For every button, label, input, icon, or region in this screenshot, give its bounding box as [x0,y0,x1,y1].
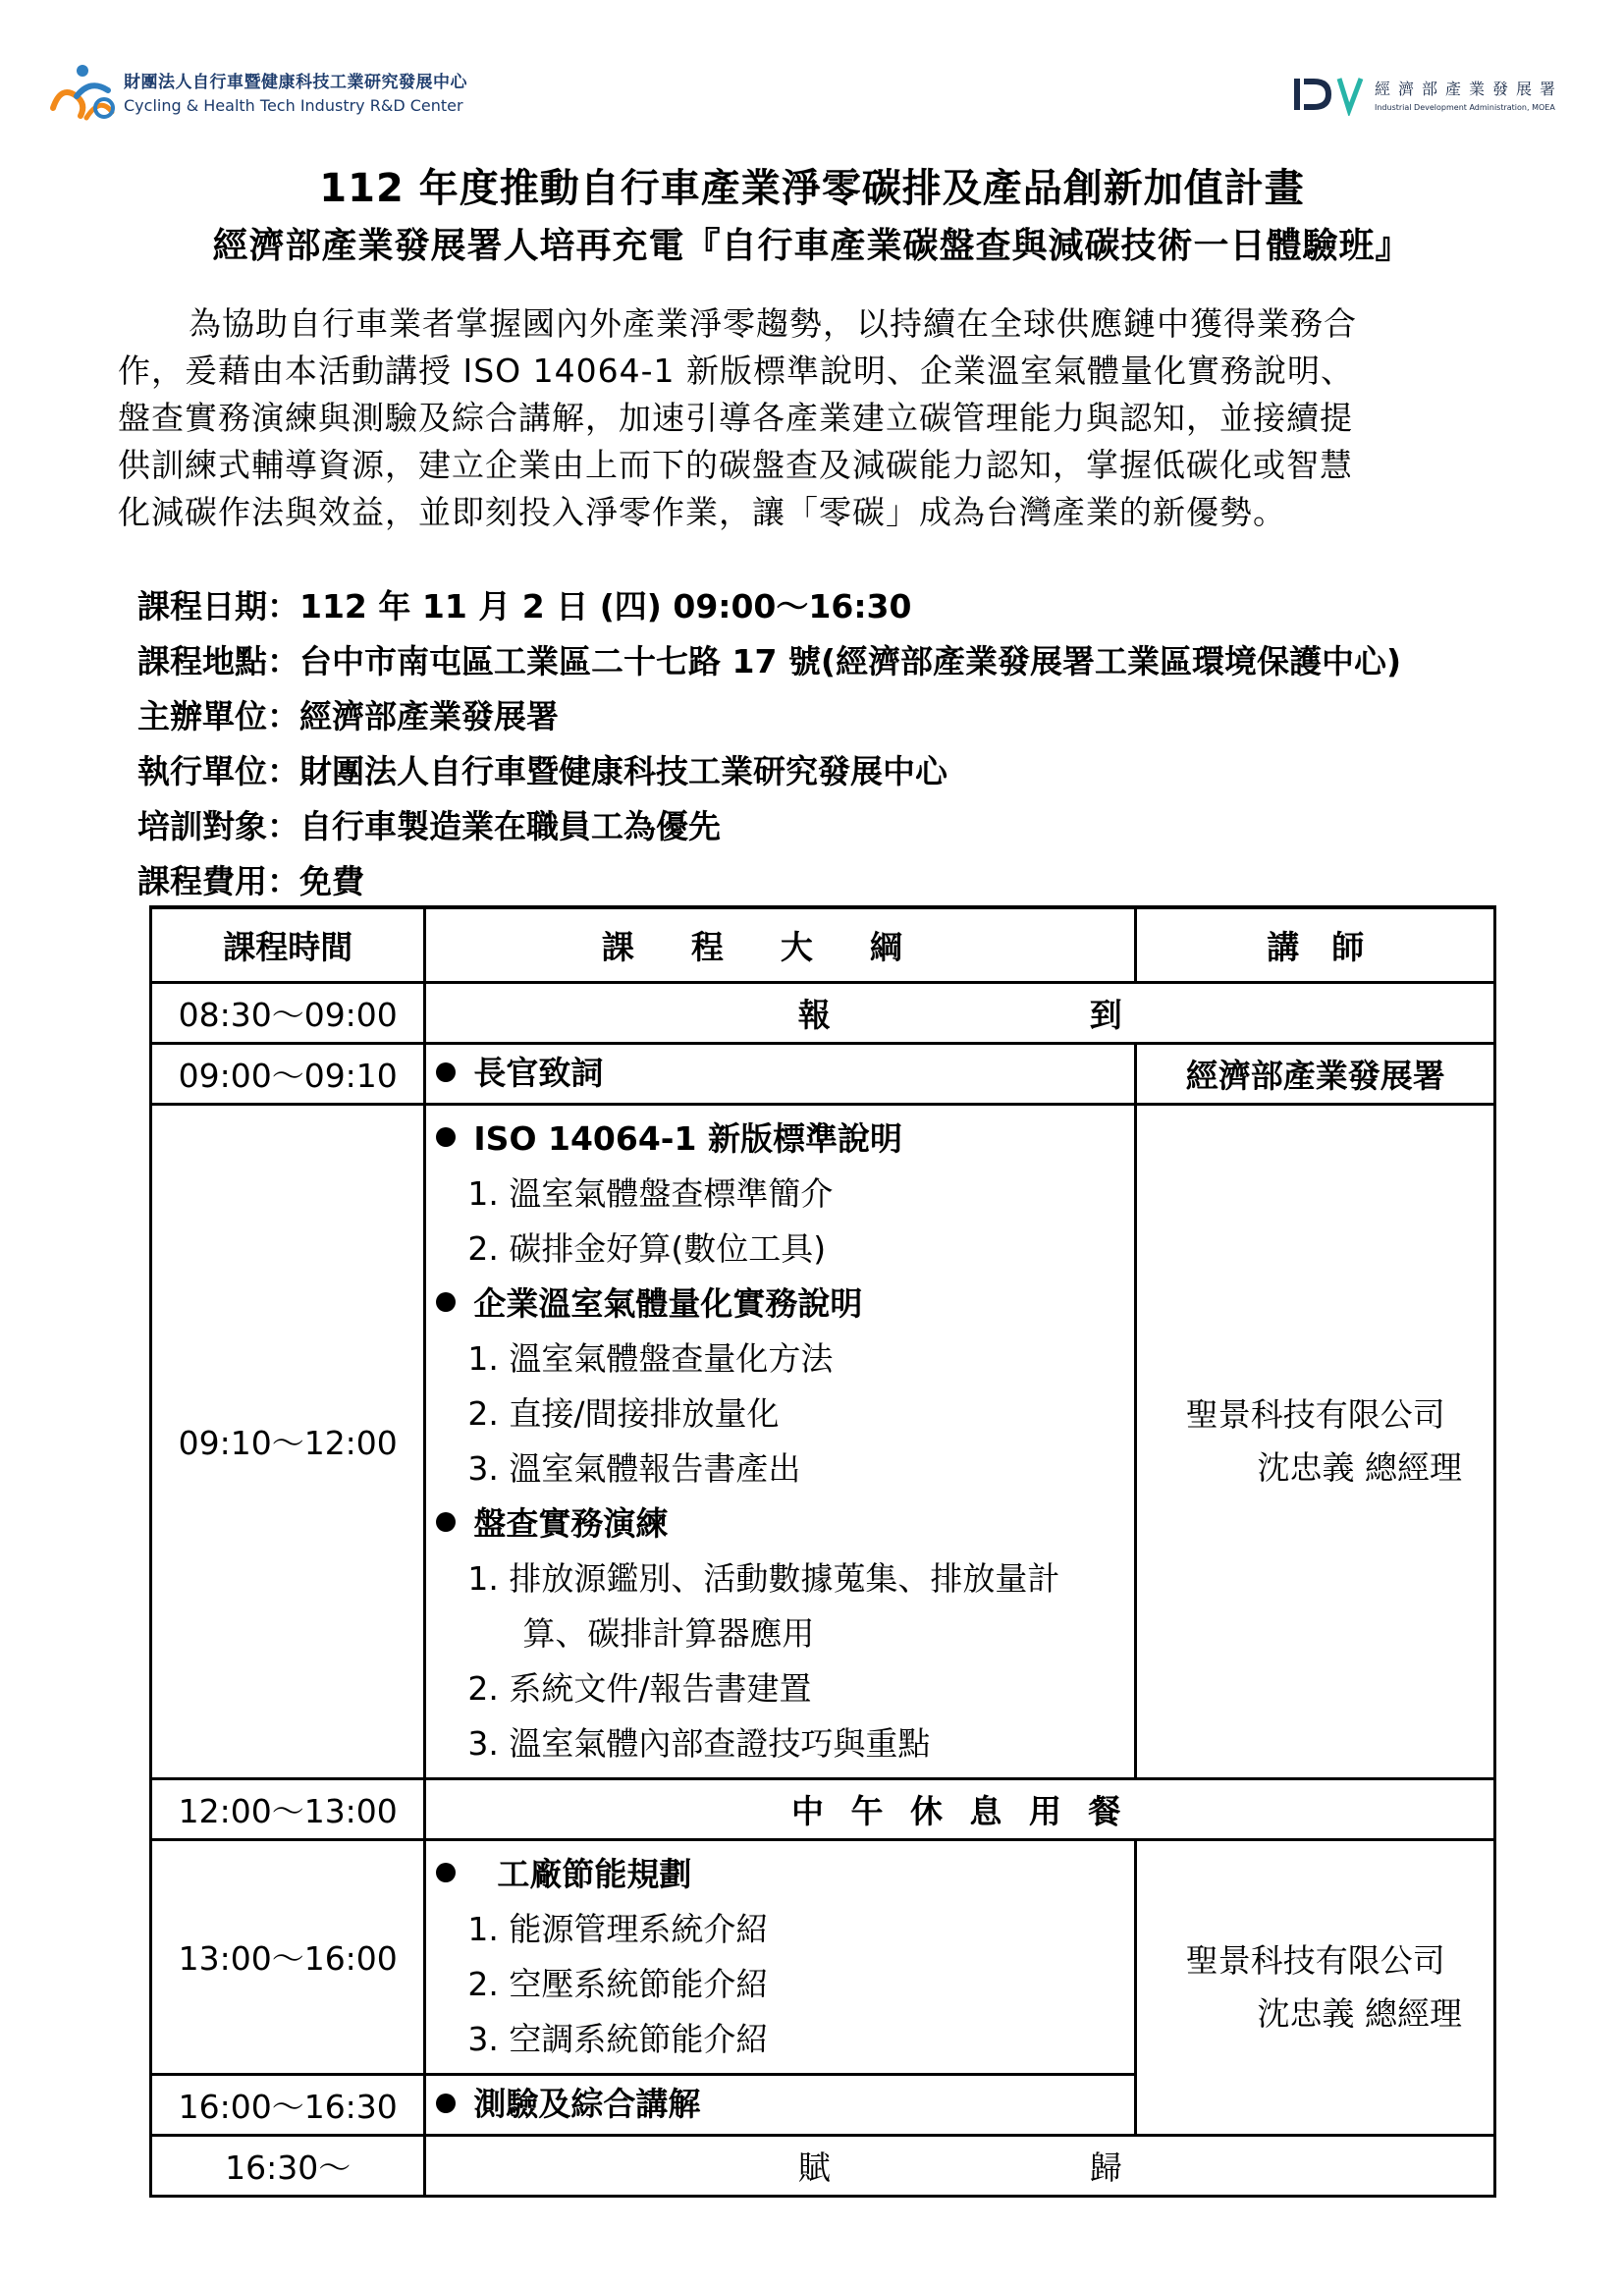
sub-item: 1. 溫室氣體盤查量化方法 [467,1338,834,1378]
row-time: 16:30～ [151,2135,425,2196]
table-header-row [151,907,1495,982]
intro-line: 盤查實務演練與測驗及綜合講解，加速引導各產業建立碳管理能力與認知，並接續提 [118,399,1353,437]
bullet-icon [436,1863,456,1882]
bullet-text: ISO 14064-1 新版標準說明 [473,1118,902,1158]
sub-item: 2. 直接/間接排放量化 [467,1393,780,1433]
intro-line: 作，爰藉由本活動講授 ISO 14064-1 新版標準說明、企業溫室氣體量化實務說明、 [118,352,1355,390]
bullet-item [436,1112,1134,1167]
cycling-center-logo [47,57,467,126]
bullet-icon [436,1062,456,1082]
schedule-table [149,905,1496,2198]
row-content [425,1839,1136,2074]
page-subtitle: 經濟部產業發展署人培再充電『自行車產業碳盤查與減碳技術一日體驗班』 [212,226,1412,266]
course-location: 課程地點：台中市南屯區工業區二十七路 17 號(經濟部產業發展署工業區環境保護中心) [137,642,1402,680]
lecturer-person: 沈忠義 總經理 [1257,1993,1462,2033]
right-org-zh: 經濟部產業發展署 [1374,80,1563,98]
header-outline [425,907,1136,982]
bullet-item [436,1277,1134,1332]
sub-item: 3. 空調系統節能介紹 [467,2019,769,2058]
course-organizer: 主辦單位：經濟部產業發展署 [137,697,559,735]
row-time: 09:00～09:10 [151,1043,425,1104]
sub-item: 1. 溫室氣體盤查標準簡介 [467,1173,834,1213]
intro-line: 化減碳作法與效益，並即刻投入淨零作業，讓「零碳」成為台灣產業的新優勢。 [118,493,1286,531]
sub-item-continued: 算、碳排計算器應用 [522,1613,815,1653]
bullet-icon [436,1127,456,1147]
sub-item: 3. 溫室氣體內部查證技巧與重點 [467,1723,931,1763]
left-org-en: Cycling & Health Tech Industry R&D Center [124,96,463,115]
lecturer-company: 聖景科技有限公司 [1185,1940,1445,1980]
table-row [151,1839,1495,2074]
row-content [425,2074,1136,2135]
row-lecturer [1136,1104,1495,1778]
sub-item: 3. 溫室氣體報告書產出 [467,1448,801,1488]
ida-logo [1292,73,1563,116]
sub-item: 1. 排放源鑑別、活動數據蒐集、排放量計 [467,1558,1060,1598]
row-lecturer: 經濟部產業發展署 [1136,1043,1495,1104]
header-lecturer: 講 師 [1136,907,1495,982]
row-time: 13:00～16:00 [151,1839,425,2074]
bullet-text: 測驗及綜合講解 [473,2085,701,2123]
page-header [47,57,1577,136]
left-org-zh: 財團法人自行車暨健康科技工業研究發展中心 [124,73,467,92]
course-date: 課程日期：112 年 11 月 2 日 (四) 09:00～16:30 [137,587,912,626]
row-time: 12:00～13:00 [151,1778,425,1839]
bullet-item [436,1847,1134,1902]
table-row [151,982,1495,1043]
row-lecturer [1136,1839,1495,2135]
cycling-logo-icon [47,57,118,126]
bullet-text: 盤查實務演練 [473,1503,669,1543]
intro-line: 為協助自行車業者掌握國內外產業淨零趨勢，以持續在全球供應鏈中獲得業務合 [189,304,1357,343]
ida-logo-icon [1292,73,1365,116]
table-row [151,1778,1495,1839]
row-content [425,1104,1136,1778]
course-audience: 培訓對象：自行車製造業在職員工為優先 [137,807,721,845]
course-info [137,579,1401,909]
row-content: 中 午 休 息 用 餐 [425,1778,1495,1839]
row-content: 賦 歸 [425,2135,1495,2196]
row-content: 報 到 [425,982,1495,1043]
intro-paragraph [118,300,1532,536]
sub-item: 1. 能源管理系統介紹 [467,1909,769,1948]
bullet-icon [436,1512,456,1532]
row-time: 16:00～16:30 [151,2074,425,2135]
bullet-icon [436,1292,456,1312]
sub-item: 2. 系統文件/報告書建置 [467,1668,812,1708]
intro-line: 供訓練式輔導資源，建立企業由上而下的碳盤查及減碳能力認知，掌握低碳化或智慧 [118,446,1353,484]
header-time: 課程時間 [151,907,425,982]
bullet-text: 長官致詞 [473,1054,604,1092]
lecturer-person: 沈忠義 總經理 [1257,1447,1462,1487]
right-org-en: Industrial Development Administration, MOEA [1374,103,1555,112]
course-fee: 課程費用：免費 [137,862,364,900]
bullet-item [436,1496,1134,1551]
table-row [151,2135,1495,2196]
sub-item: 2. 空壓系統節能介紹 [467,1964,769,2003]
course-executor: 執行單位：財團法人自行車暨健康科技工業研究發展中心 [137,752,947,790]
row-time: 08:30～09:00 [151,982,425,1043]
bullet-text: 企業溫室氣體量化實務說明 [473,1283,863,1323]
page-title: 112 年度推動自行車產業淨零碳排及產品創新加值計畫 [319,166,1305,211]
row-time: 09:10～12:00 [151,1104,425,1778]
table-row [151,1104,1495,1778]
lecturer-company: 聖景科技有限公司 [1185,1394,1445,1434]
bullet-text: 工廠節能規劃 [497,1854,692,1893]
bullet-icon [436,2094,456,2113]
sub-item: 2. 碳排金好算(數位工具) [467,1228,827,1268]
table-row [151,1043,1495,1104]
row-content [425,1043,1136,1104]
header-outline-label: 課程大綱 [601,927,959,966]
